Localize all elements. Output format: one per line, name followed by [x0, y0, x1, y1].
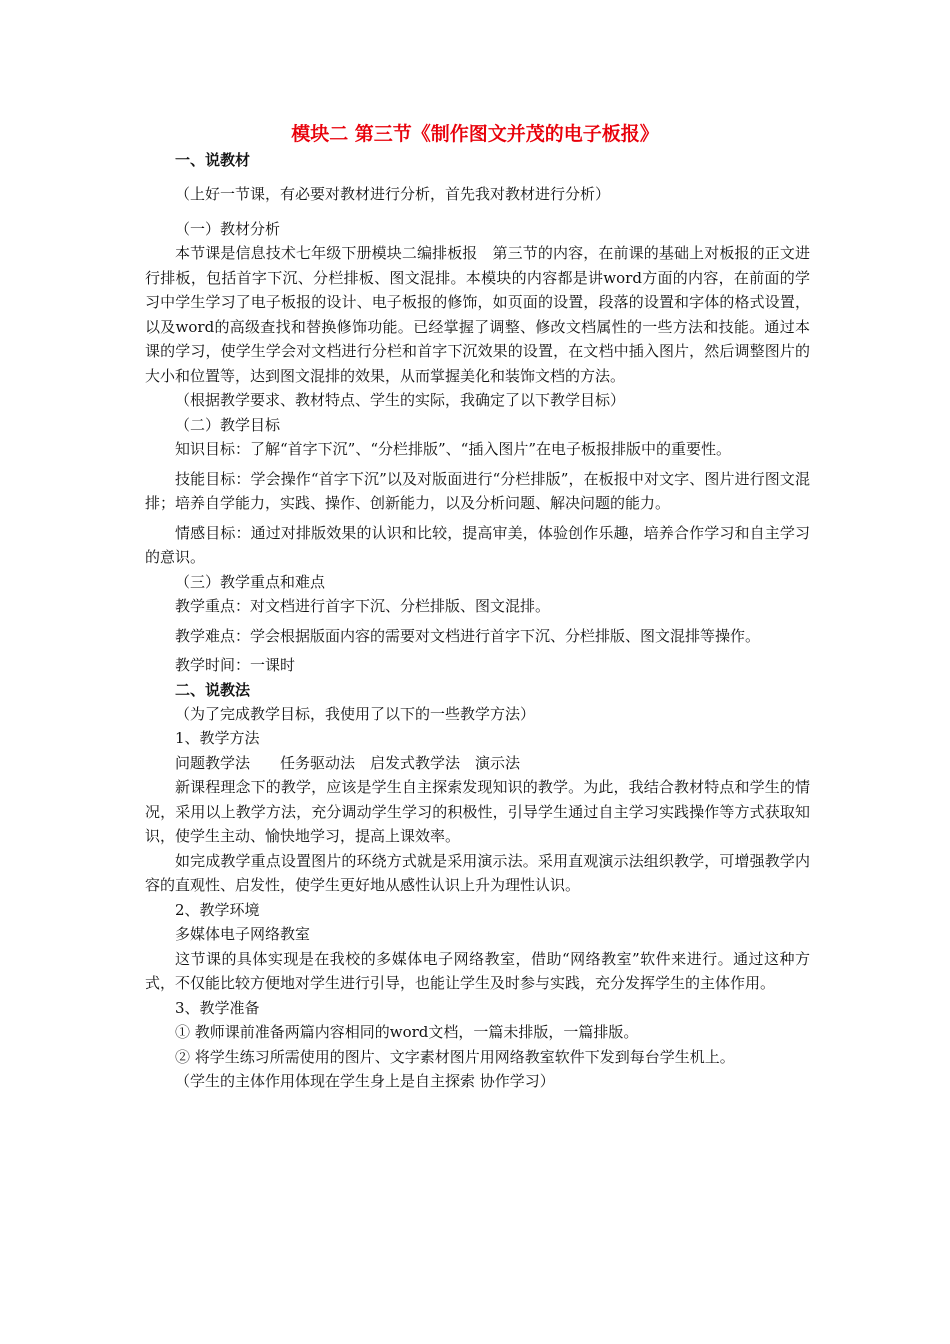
prep-item: ② 将学生练习所需使用的图片、文字素材图片用网络教室软件下发到每台学生机上。 — [175, 1047, 735, 1066]
environment-line: 多媒体电子网络教室 — [175, 925, 311, 943]
subsection-heading: （二）教学目标 — [175, 415, 281, 434]
subsection-heading: （一）教材分析 — [175, 219, 281, 238]
teaching-time: 教学时间：一课时 — [175, 656, 296, 674]
section-2-note: （为了完成教学目标，我使用了以下的一些教学方法） — [175, 704, 536, 723]
emotion-goal: 情感目标：通过对排版效果的认识和比较，提高审美，体验创作乐趣，培养合作学习和自主学习的意识。 — [145, 523, 810, 566]
section-1-note: （上好一节课，有必要对教材进行分析，首先我对教材进行分析） — [175, 185, 611, 203]
method-list: 问题教学法 任务驱动法 启发式教学法 演示法 — [175, 753, 521, 772]
paragraph: 这节课的具体实现是在我校的多媒体电子网络教室，借助“网络教室”软件来进行。通过这种方式，不仅能比较方便地对学生进行引导，也能让学生及时参与实践，充分发挥学生的主体作用。 — [145, 949, 810, 992]
prep-item: ① 教师课前准备两篇内容相同的word文档，一篇未排版，一篇排版。 — [175, 1023, 639, 1041]
paragraph: 本节课是信息技术七年级下册模块二编排板报 第三节的内容，在前课的基础上对板报的正文进行排板，包括首字下沉、分栏排板、图文混排。本模块的内容都是讲word方面的内容，在前面的学习中学生学习了电子板报的设计、电子板报的修饰，如页面的设置，段落的设置和字体的格式设置，以及word的高级查找和替换修饰功能。已经掌握了调整、修改文档属性的一些方法和技能。通过本课的学习，使学生学会对文档进行分栏和首字下沉效果的设置，在文档中插入图片，然后调整图片的大小和位置等，达到图文混排的效果，从而掌握美化和装饰文档的方法。 — [145, 244, 810, 385]
teaching-key-point: 教学重点：对文档进行首字下沉、分栏排版、图文混排。 — [175, 597, 551, 615]
document-body — [145, 148, 810, 1094]
section-heading-1: 一、说教材 — [175, 151, 251, 169]
teaching-difficulty: 教学难点：学会根据版面内容的需要对文档进行首字下沉、分栏排版、图文混排等操作。 — [175, 626, 761, 645]
section-heading-2: 二、说教法 — [175, 680, 251, 699]
document-title: 模块二 第三节《制作图文并茂的电子板报》 — [291, 123, 659, 145]
note-line: （根据教学要求、教材特点、学生的实际，我确定了以下教学目标） — [175, 391, 626, 409]
paragraph: 新课程理念下的教学，应该是学生自主探索发现知识的教学。为此，我结合教材特点和学生的情况，采用以上教学方法，充分调动学生学习的积极性，引导学生通过自主学习实践操作等方式获取知识，使学生主动、愉快地学习，提高上课效率。 — [145, 778, 810, 845]
note-line: （学生的主体作用体现在学生身上是自主探索 协作学习） — [175, 1072, 555, 1090]
knowledge-goal: 知识目标：了解“首字下沉”、“分栏排版”、“插入图片”在电子板报排版中的重要性。 — [175, 440, 732, 458]
subsection-heading: 1、教学方法 — [175, 729, 260, 747]
skill-goal: 技能目标：学会操作“首字下沉”以及对版面进行“分栏排版”，在板报中对文字、图片进行图文混排；培养自学能力，实践、操作、创新能力，以及分析问题、解决问题的能力。 — [145, 469, 810, 512]
paragraph: 如完成教学重点设置图片的环绕方式就是采用演示法。采用直观演示法组织教学，可增强教学内容的直观性、启发性，使学生更好地从感性认识上升为理性认识。 — [145, 851, 810, 894]
subsection-heading: 3、教学准备 — [175, 998, 260, 1017]
subsection-heading: （三）教学重点和难点 — [175, 572, 326, 591]
subsection-heading: 2、教学环境 — [175, 900, 260, 919]
